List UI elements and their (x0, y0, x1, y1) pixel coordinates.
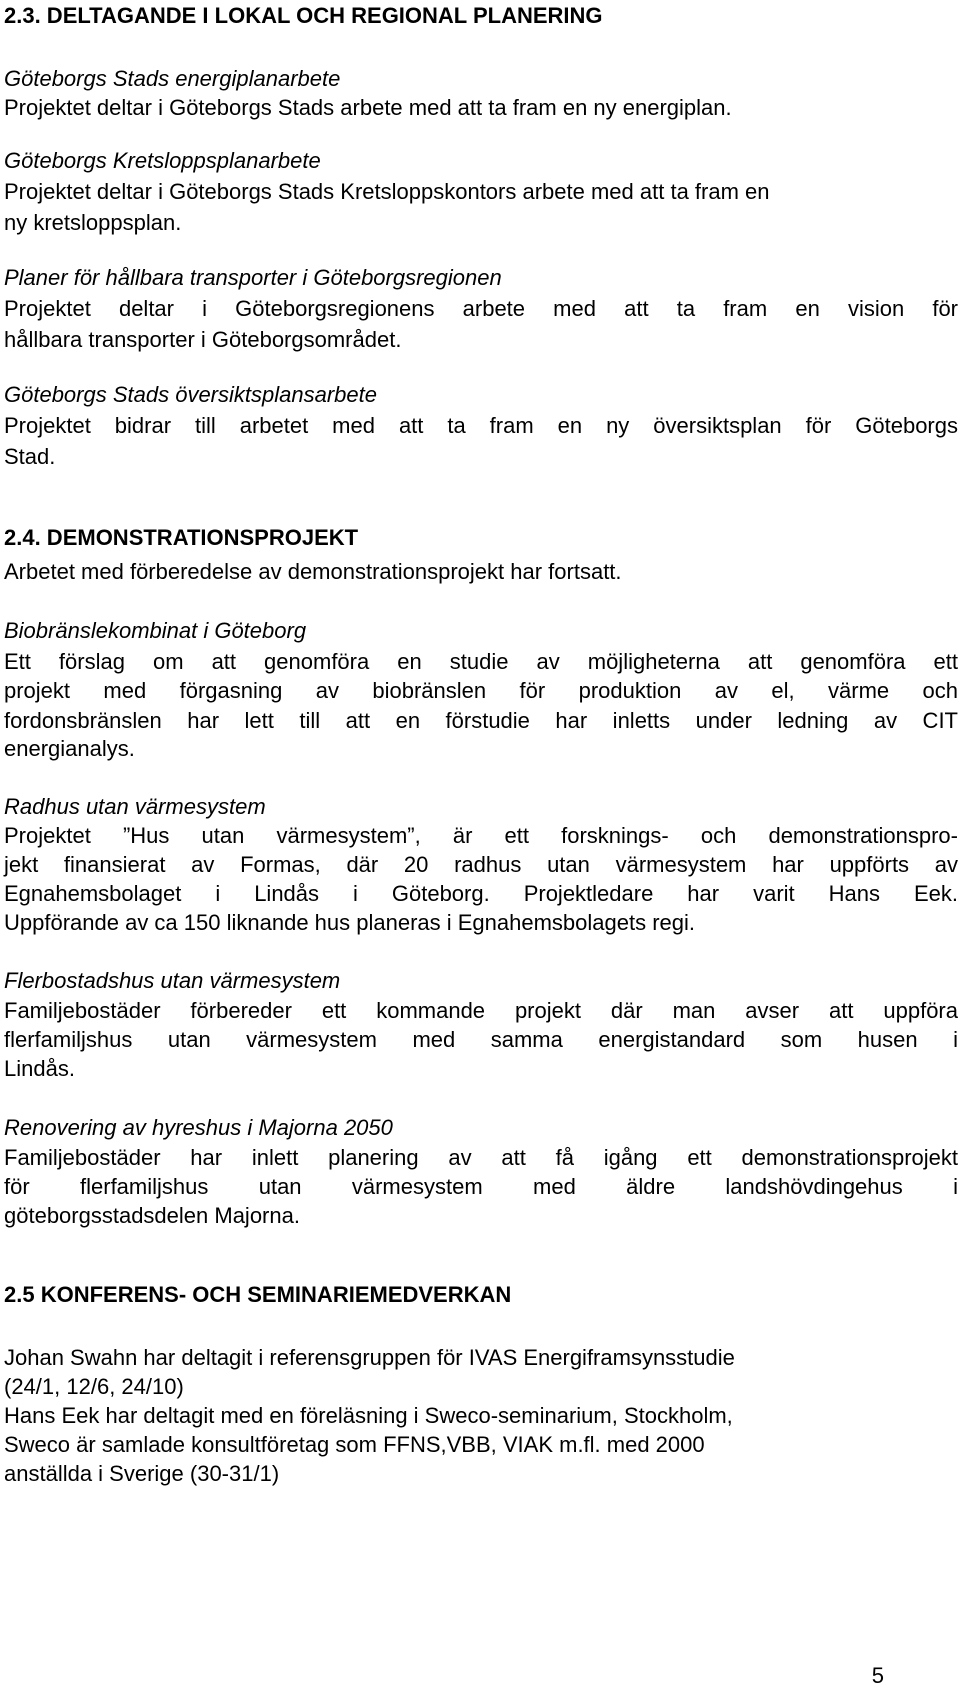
item-title: Flerbostadshus utan värmesystem (4, 968, 341, 993)
item-text-line: Familjebostäder förbereder ett kommande projekt där man avser att uppföra (4, 998, 958, 1023)
item-text-line: Projektet deltar i Göteborgs Stads Kretsloppskontors arbete med att ta fram en (4, 179, 770, 204)
item-text-line: Uppförande av ca 150 liknande hus planeras i Egnahemsbolagets regi. (4, 910, 696, 935)
item-text-line: för flerfamiljshus utan värmesystem med äldre landshövdingehus i (4, 1174, 958, 1199)
item-title: Göteborgs Stads översiktsplansarbete (4, 382, 377, 407)
section-text-line: Sweco är samlade konsultföretag som FFNS,VBB, VIAK m.fl. med 2000 (4, 1432, 705, 1457)
item-title: Göteborgs Kretsloppsplanarbete (4, 148, 321, 173)
section-text-line: Johan Swahn har deltagit i referensgruppen för IVAS Energiframsynsstudie (4, 1345, 735, 1370)
item-text-line: Egnahemsbolaget i Lindås i Göteborg. Projektledare har varit Hans Eek. (4, 881, 958, 906)
section-text-line: (24/1, 12/6, 24/10) (4, 1374, 184, 1399)
item-text-line: Projektet ”Hus utan värmesystem”, är ett forsknings- och demonstrationspro- (4, 823, 958, 848)
section-text-line: Hans Eek har deltagit med en föreläsning i Sweco-seminarium, Stockholm, (4, 1403, 733, 1428)
item-title: Radhus utan värmesystem (4, 794, 266, 819)
item-text-line: Ett förslag om att genomföra en studie av möjligheterna att genomföra ett (4, 649, 958, 674)
item-text-line: Stad. (4, 444, 56, 469)
item-text-line: fordonsbränslen har lett till att en förstudie har inletts under ledning av CIT (4, 708, 958, 733)
section-2-3-heading: 2.3. DELTAGANDE I LOKAL OCH REGIONAL PLANERING (4, 3, 603, 28)
item-title: Renovering av hyreshus i Majorna 2050 (4, 1115, 393, 1140)
section-2-5-heading: 2.5 KONFERENS- OCH SEMINARIEMEDVERKAN (4, 1282, 512, 1307)
item-text-line: Lindås. (4, 1056, 75, 1081)
item-title: Planer för hållbara transporter i Göteborgsregionen (4, 265, 502, 290)
item-text-line: Projektet bidrar till arbetet med att ta fram en ny översiktsplan för Göteborgs (4, 413, 958, 438)
section-text-line: anställda i Sverige (30-31/1) (4, 1461, 280, 1486)
item-text-line: flerfamiljshus utan värmesystem med samma energistandard som husen i (4, 1027, 958, 1052)
item-text-line: Projektet deltar i Göteborgsregionens arbete med att ta fram en vision för (4, 296, 958, 321)
item-text-line: göteborgsstadsdelen Majorna. (4, 1203, 300, 1228)
item-text-line: jekt finansierat av Formas, där 20 radhus utan värmesystem har uppförts av (4, 852, 958, 877)
item-text-line: hållbara transporter i Göteborgsområdet. (4, 327, 402, 352)
section-intro: Arbetet med förberedelse av demonstrationsprojekt har fortsatt. (4, 559, 622, 584)
section-2-4-heading: 2.4. DEMONSTRATIONSPROJEKT (4, 525, 359, 550)
item-text-line: Projektet deltar i Göteborgs Stads arbete med att ta fram en ny energiplan. (4, 95, 732, 120)
item-title: Biobränslekombinat i Göteborg (4, 618, 307, 643)
item-title: Göteborgs Stads energiplanarbete (4, 66, 341, 91)
item-text-line: ny kretsloppsplan. (4, 210, 182, 235)
item-text-line: projekt med förgasning av biobränslen för produktion av el, värme och (4, 678, 958, 703)
item-text-line: energianalys. (4, 736, 135, 761)
page-number: 5 (871, 1663, 884, 1688)
item-text-line: Familjebostäder har inlett planering av att få igång ett demonstrationsprojekt (4, 1145, 958, 1170)
